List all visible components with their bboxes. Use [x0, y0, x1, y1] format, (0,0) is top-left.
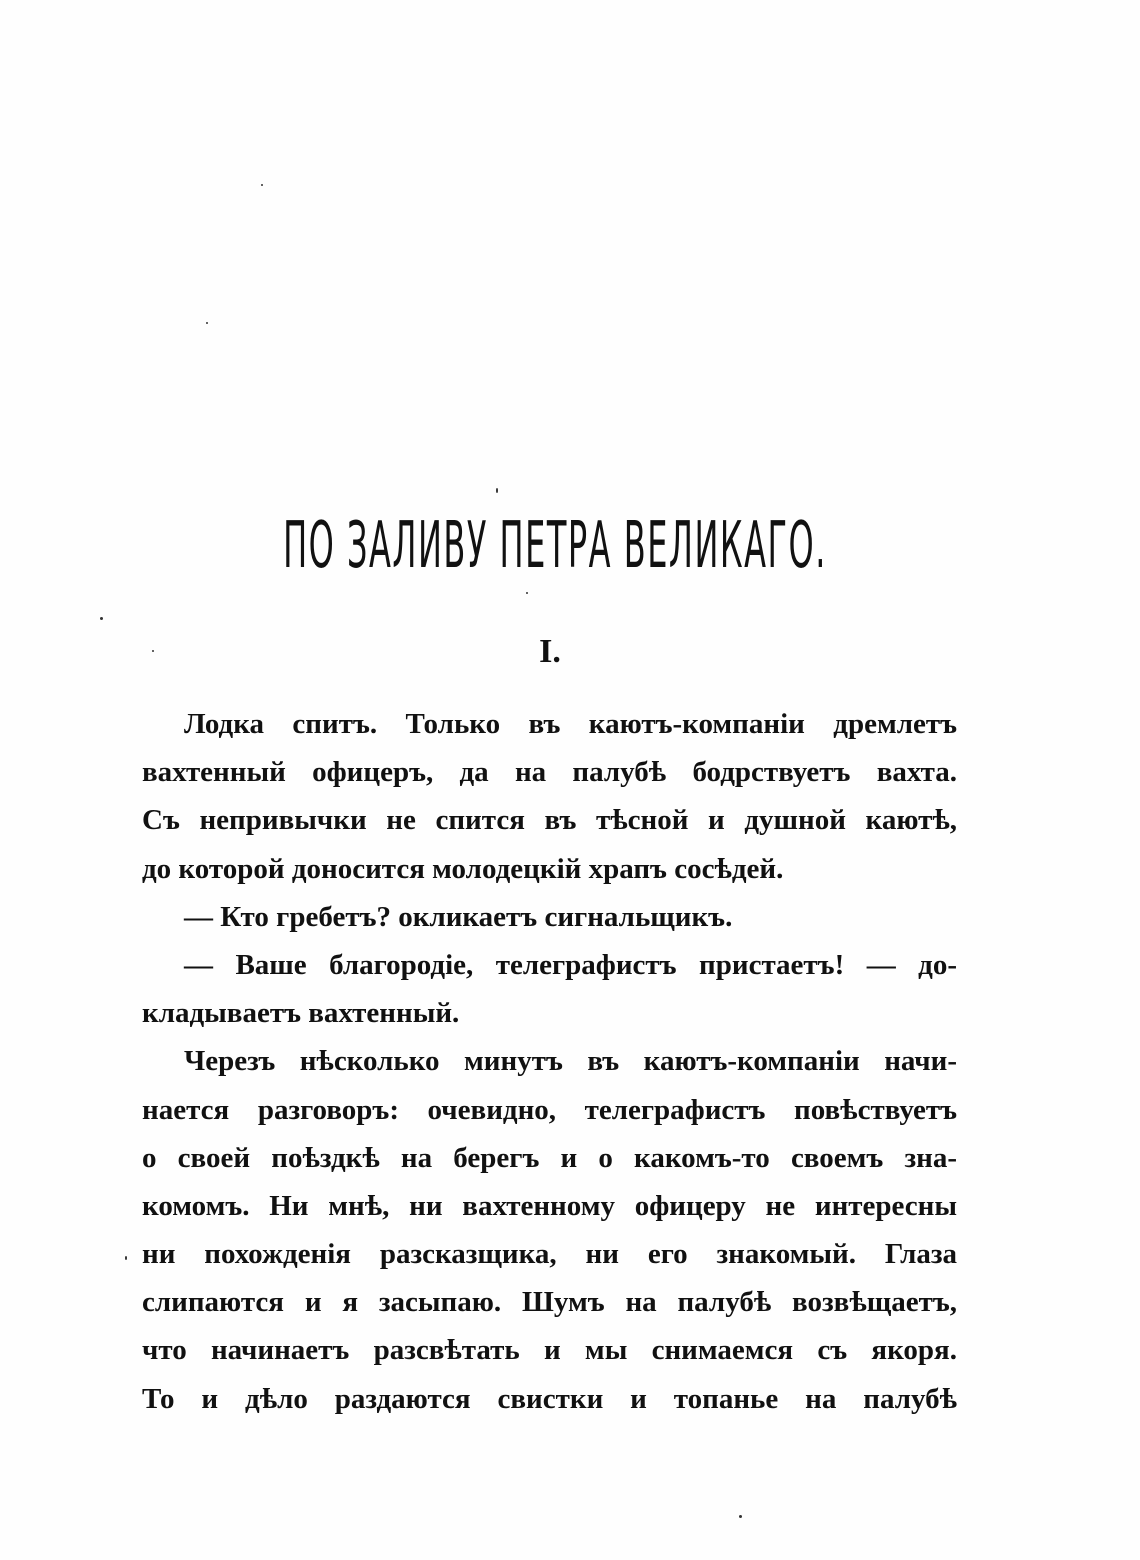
scan-speck: [125, 1256, 127, 1260]
page-title: ПО ЗАЛИВУ ПЕТРА ВЕЛИКАГО.: [283, 509, 827, 583]
scan-speck: [496, 488, 498, 493]
text-line: Лодка спитъ. Только въ каютъ-компаніи дремлетъ: [184, 708, 957, 740]
text-line: ни похожденія разсказщика, ни его знакомый. Глаза: [142, 1238, 957, 1271]
text-line: — Ваше благородіе, телеграфистъ пристаетъ! — до-: [184, 948, 957, 981]
scan-speck: [152, 650, 154, 652]
text-line: То и дѣло раздаются свистки и топанье на палубѣ: [142, 1382, 957, 1415]
scan-speck: [526, 592, 528, 594]
text-line: до которой доносится молодецкій храпъ сосѣдей.: [142, 852, 784, 885]
text-line: комомъ. Ни мнѣ, ни вахтенному офицеру не интересны: [142, 1189, 957, 1222]
text-line: что начинаетъ разсвѣтать и мы снимаемся съ якоря.: [142, 1334, 957, 1367]
text-line: кладываетъ вахтенный.: [142, 997, 460, 1030]
scan-speck: [739, 1515, 742, 1518]
scan-speck: [100, 617, 103, 620]
text-line: Черезъ нѣсколько минутъ въ каютъ-компаніи начи-: [184, 1045, 957, 1078]
text-line: о своей поѣздкѣ на берегъ и о какомъ-то своемъ зна-: [142, 1141, 957, 1174]
text-line: Съ непривычки не спится въ тѣсной и душной каютѣ,: [142, 804, 957, 837]
text-line: слипаются и я засыпаю. Шумъ на палубѣ возвѣщаетъ,: [142, 1286, 957, 1319]
body-text: [142, 700, 957, 1423]
scan-speck: [261, 184, 263, 186]
text-line: вахтенный офицеръ, да на палубѣ бодрствуетъ вахта.: [142, 756, 957, 789]
scan-speck: [206, 322, 208, 324]
chapter-numeral: I.: [539, 633, 561, 670]
text-line: нается разговоръ: очевидно, телеграфистъ повѣствуетъ: [142, 1093, 957, 1126]
text-line: — Кто гребетъ? окликаетъ сигнальщикъ.: [184, 900, 733, 933]
